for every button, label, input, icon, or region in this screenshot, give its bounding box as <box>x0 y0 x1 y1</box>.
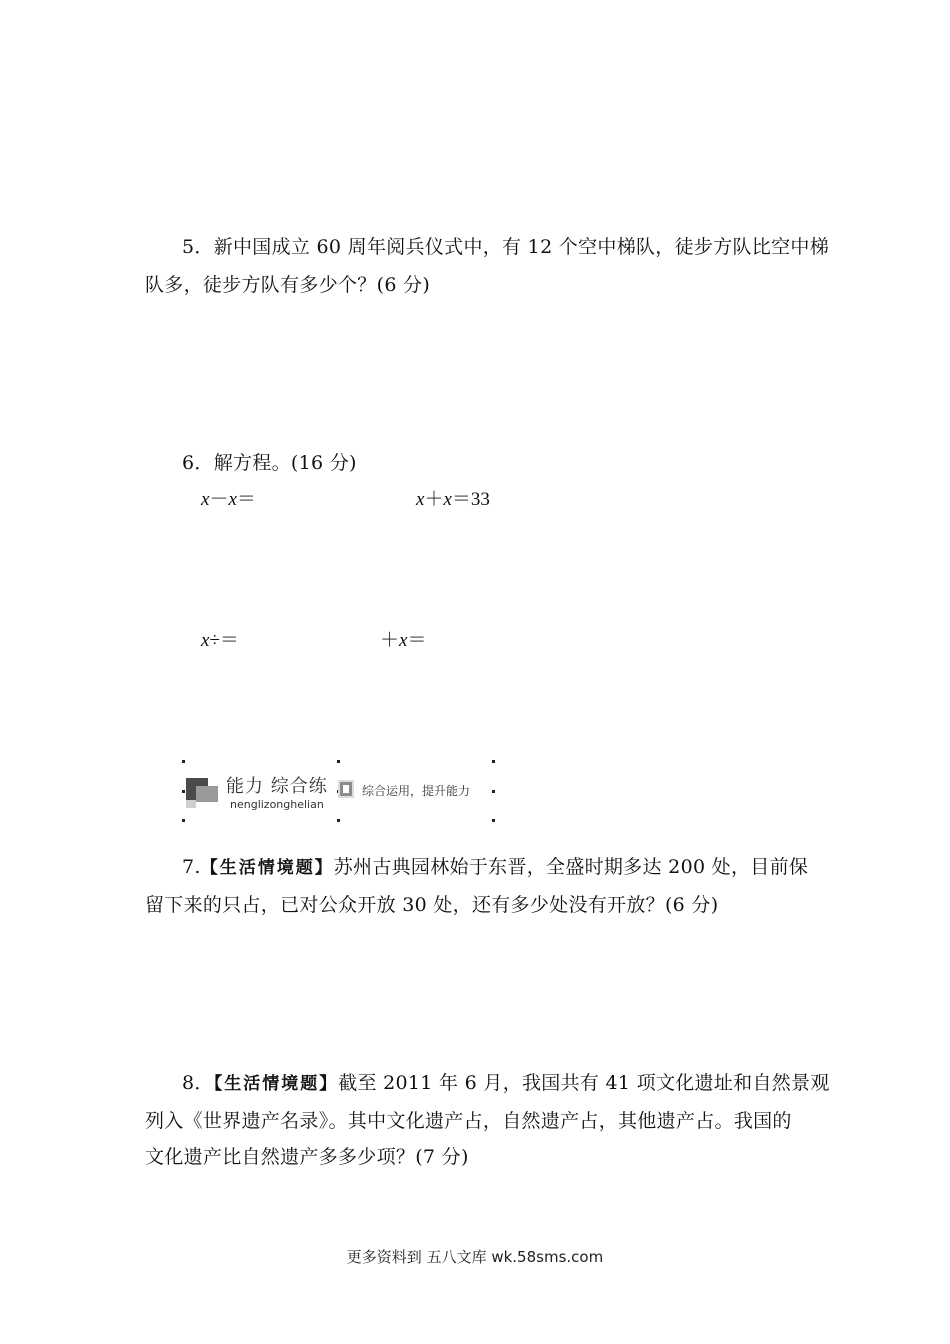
equation-2 <box>416 484 490 511</box>
q7-text: 苏州古典园林始于东晋，全盛时期多达 200 处，目前保 <box>333 856 809 878</box>
banner-title: 能力 综合练 <box>226 776 328 797</box>
eq3-var-a: x <box>201 630 210 651</box>
eq2-var-b: x <box>443 489 452 510</box>
banner-corner-mark <box>337 760 340 763</box>
q7-number: 7. <box>182 856 201 878</box>
banner-corner-mark <box>492 819 495 822</box>
eq4-var-b: x <box>399 630 408 651</box>
banner-corner-mark <box>182 790 185 793</box>
eq1-rest: ＝ <box>236 489 256 510</box>
equation-3 <box>201 625 239 652</box>
banner-corner-mark <box>337 819 340 822</box>
q8-text: 截至 2011 年 6 月，我国共有 41 项文化遗址和自然景观 <box>338 1072 830 1094</box>
q8-tag: 【生活情境题】 <box>213 1074 339 1094</box>
eq1-var-a: x <box>201 489 210 510</box>
eq2-rest: ＝33 <box>451 489 490 510</box>
q7-line-1 <box>182 852 808 879</box>
footer-source: 更多资料到 五八文库 wk.58sms.com <box>346 1248 604 1266</box>
section-banner <box>180 760 496 824</box>
banner-pinyin: nenglizonghelian <box>230 798 324 811</box>
eq3-rest: ÷＝ <box>209 630 239 651</box>
banner-subtitle: 综合运用，提升能力 <box>362 784 471 798</box>
q7-line-2: 留下来的只占，已对公众开放 30 处，还有多少处没有开放？(6 分) <box>145 894 719 916</box>
eq4-operator: ＋ <box>380 630 400 651</box>
eq2-operator: ＋ <box>424 489 444 510</box>
banner-square-icon <box>338 780 354 798</box>
equation-4 <box>380 625 426 652</box>
eq4-rest: ＝ <box>407 630 427 651</box>
q5-line-1: 5．新中国成立 60 周年阅兵仪式中，有 12 个空中梯队，徒步方队比空中梯 <box>182 236 830 258</box>
banner-corner-mark <box>182 760 185 763</box>
banner-corner-mark <box>492 760 495 763</box>
q7-tag: 【生活情境题】 <box>200 858 334 878</box>
eq1-operator: － <box>209 489 229 510</box>
banner-corner-mark <box>492 790 495 793</box>
q8-line-2: 列入《世界遗产名录》。其中文化遗产占，自然遗产占，其他遗产占。我国的 <box>145 1110 792 1132</box>
banner-corner-mark <box>182 819 185 822</box>
q6-heading: 6．解方程。(16 分) <box>182 452 357 474</box>
q8-line-3: 文化遗产比自然遗产多多少项？(7 分) <box>145 1146 469 1168</box>
eq2-var-a: x <box>416 489 425 510</box>
q8-number: 8． <box>182 1072 214 1094</box>
eq1-var-b: x <box>228 489 237 510</box>
equation-1 <box>201 484 256 511</box>
q8-line-1 <box>182 1068 830 1095</box>
q5-line-2: 队多，徒步方队有多少个？(6 分) <box>145 274 431 296</box>
